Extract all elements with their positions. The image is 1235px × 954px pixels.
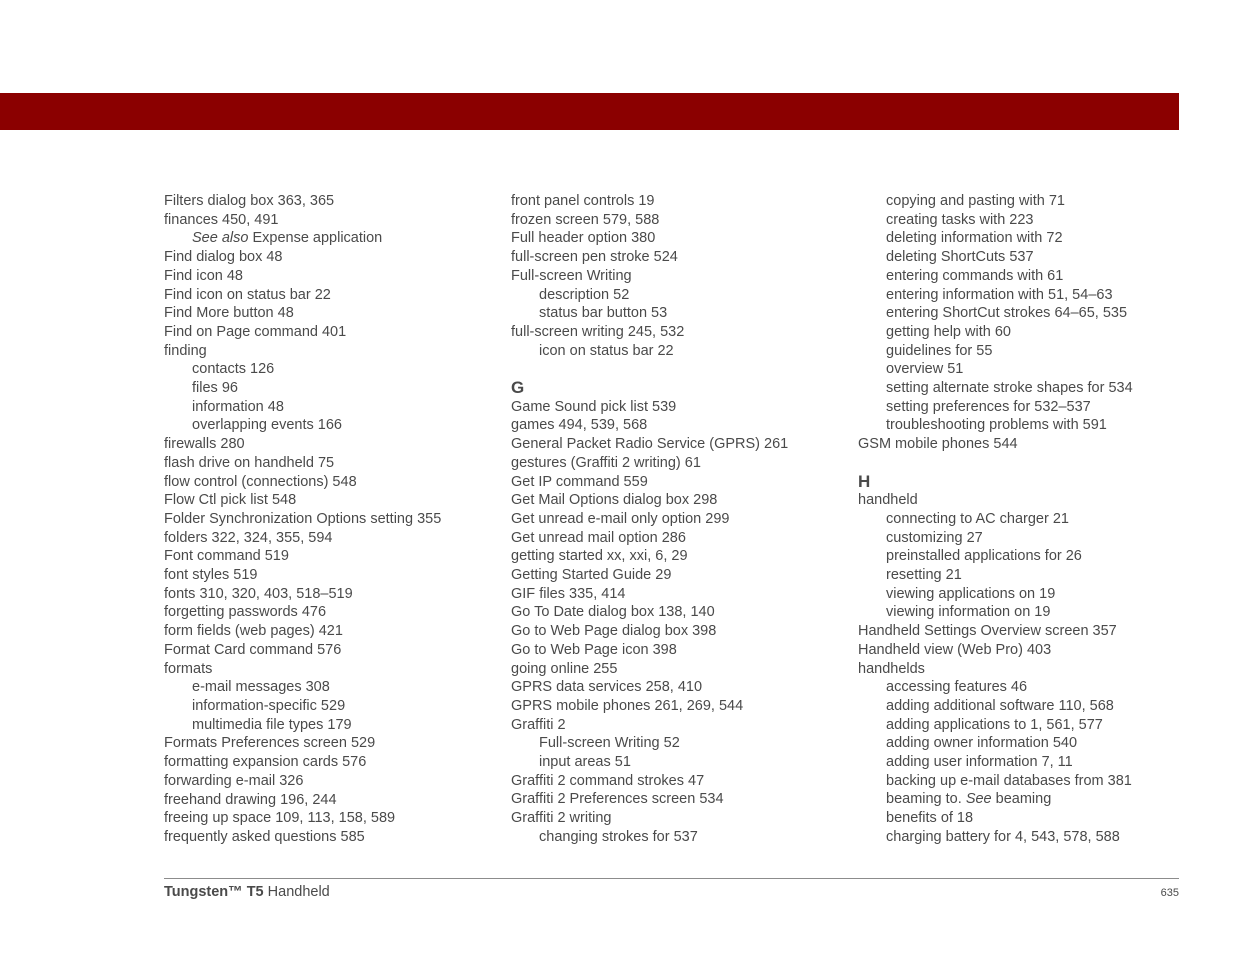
index-subentry: entering commands with 61 <box>886 267 1064 284</box>
index-subentry: e-mail messages 308 <box>192 679 330 696</box>
index-entry: Graffiti 2 Preferences screen 534 <box>511 791 724 808</box>
index-entry: Go To Date dialog box 138, 140 <box>511 604 715 621</box>
index-subentry: adding applications to 1, 561, 577 <box>886 716 1103 733</box>
index-subentry: viewing information on 19 <box>886 604 1051 621</box>
index-entry: Handheld Settings Overview screen 357 <box>858 623 1117 640</box>
index-entry: full-screen writing 245, 532 <box>511 323 685 340</box>
index-subentry: deleting ShortCuts 537 <box>886 249 1034 266</box>
index-column-1 <box>164 192 504 847</box>
index-entry: Game Sound pick list 539 <box>511 398 677 415</box>
index-entry: Flow Ctl pick list 548 <box>164 492 297 509</box>
index-subentry: setting preferences for 532–537 <box>886 398 1091 415</box>
index-subentry: icon on status bar 22 <box>539 342 674 359</box>
index-entry: font styles 519 <box>164 567 258 584</box>
index-entry: Handheld view (Web Pro) 403 <box>858 641 1052 658</box>
index-entry: Go to Web Page dialog box 398 <box>511 623 717 640</box>
index-subentry: adding additional software 110, 568 <box>886 697 1114 714</box>
index-entry: Graffiti 2 <box>511 716 566 733</box>
index-entry: GSM mobile phones 544 <box>858 436 1018 453</box>
footer-product-title <box>164 884 330 900</box>
index-subentry: Full-screen Writing 52 <box>539 735 680 752</box>
index-entry: Find More button 48 <box>164 305 294 322</box>
index-subentry: entering information with 51, 54–63 <box>886 286 1113 303</box>
index-subentry: charging battery for 4, 543, 578, 588 <box>886 828 1120 845</box>
index-subentry: changing strokes for 537 <box>539 828 698 845</box>
index-letter-heading: H <box>858 471 871 491</box>
index-entry: Find icon on status bar 22 <box>164 286 331 303</box>
index-entry: Get Mail Options dialog box 298 <box>511 492 718 509</box>
index-entry: handheld <box>858 492 918 509</box>
index-entry: finding <box>164 342 207 359</box>
index-subentry: description 52 <box>539 286 630 303</box>
index-subentry: preinstalled applications for 26 <box>886 548 1082 565</box>
index-subentry: multimedia file types 179 <box>192 716 352 733</box>
footer-product-rest: Handheld <box>263 884 330 900</box>
index-subentry: input areas 51 <box>539 754 631 771</box>
index-entry: Find icon 48 <box>164 267 243 284</box>
index-subentry: information-specific 529 <box>192 697 346 714</box>
page-number: 635 <box>1160 887 1179 899</box>
index-column-3 <box>858 192 1179 847</box>
index-subentry: backing up e-mail databases from 381 <box>886 772 1132 789</box>
index-subentry: contacts 126 <box>192 361 275 378</box>
index-subentry: deleting information with 72 <box>886 230 1063 247</box>
index-entry: form fields (web pages) 421 <box>164 623 343 640</box>
index-entry: Find on Page command 401 <box>164 323 347 340</box>
index-entry: Get unread e-mail only option 299 <box>511 510 730 527</box>
index-subentry: accessing features 46 <box>886 679 1028 696</box>
index-entry: getting started xx, xxi, 6, 29 <box>511 548 688 565</box>
see-reference: See <box>965 791 992 808</box>
index-subentry: information 48 <box>192 398 284 415</box>
header-banner <box>0 93 1179 130</box>
index-subentry: benefits of 18 <box>886 810 974 827</box>
index-entry: formats <box>164 660 213 677</box>
index-entry: Format Card command 576 <box>164 641 342 658</box>
index-entry: GPRS mobile phones 261, 269, 544 <box>511 697 744 714</box>
index-subentry: connecting to AC charger 21 <box>886 510 1069 527</box>
index-entry: firewalls 280 <box>164 436 245 453</box>
index-entry: Filters dialog box 363, 365 <box>164 193 335 209</box>
index-subentry: overview 51 <box>886 361 964 378</box>
index-subentry: adding owner information 540 <box>886 735 1078 752</box>
index-entry: Graffiti 2 command strokes 47 <box>511 772 705 789</box>
index-entry: fonts 310, 320, 403, 518–519 <box>164 585 353 602</box>
index-subentry: viewing applications on 19 <box>886 585 1056 602</box>
index-entry: full-screen pen stroke 524 <box>511 249 678 266</box>
index-entry: GIF files 335, 414 <box>511 585 626 602</box>
index-entry: Full header option 380 <box>511 230 656 247</box>
footer-product-bold: Tungsten™ T5 <box>164 884 264 900</box>
index-subentry: setting alternate stroke shapes for 534 <box>886 380 1133 397</box>
index-entry: Font command 519 <box>164 548 289 565</box>
index-subentry: adding user information 7, 11 <box>886 754 1073 771</box>
index-subentry: copying and pasting with 71 <box>886 193 1065 209</box>
index-entry: GPRS data services 258, 410 <box>511 679 703 696</box>
index-entry: frozen screen 579, 588 <box>511 211 660 228</box>
index-entry: handhelds <box>858 660 925 677</box>
index-subentry: overlapping events 166 <box>192 417 342 434</box>
index-subentry: entering ShortCut strokes 64–65, 535 <box>886 305 1128 322</box>
see-reference: See also <box>192 230 249 247</box>
index-subentry: beaming to. See beaming <box>886 791 1052 808</box>
index-entry: Get IP command 559 <box>511 473 648 490</box>
index-subentry: guidelines for 55 <box>886 342 993 359</box>
index-entry: General Packet Radio Service (GPRS) 261 <box>511 436 789 453</box>
index-entry: Formats Preferences screen 529 <box>164 735 376 752</box>
footer-rule <box>164 878 1179 879</box>
index-entry: gestures (Graffiti 2 writing) 61 <box>511 454 701 471</box>
index-entry: folders 322, 324, 355, 594 <box>164 529 333 546</box>
index-entry: Get unread mail option 286 <box>511 529 686 546</box>
index-entry: going online 255 <box>511 660 618 677</box>
index-subentry: getting help with 60 <box>886 323 1011 340</box>
index-column-2 <box>511 192 851 847</box>
index-entry: games 494, 539, 568 <box>511 417 648 434</box>
index-entry: freeing up space 109, 113, 158, 589 <box>164 810 396 827</box>
index-entry: Full-screen Writing <box>511 267 632 284</box>
index-subentry: See also Expense application <box>192 230 383 247</box>
index-entry: freehand drawing 196, 244 <box>164 791 337 808</box>
index-entry: finances 450, 491 <box>164 211 279 228</box>
index-entry: flow control (connections) 548 <box>164 473 357 490</box>
index-entry: Graffiti 2 writing <box>511 810 612 827</box>
index-entry: frequently asked questions 585 <box>164 828 365 845</box>
index-entry: Go to Web Page icon 398 <box>511 641 677 658</box>
index-entry: forgetting passwords 476 <box>164 604 327 621</box>
index-subentry: files 96 <box>192 380 238 397</box>
index-subentry: status bar button 53 <box>539 305 668 322</box>
index-letter-heading: G <box>511 378 525 398</box>
index-entry: formatting expansion cards 576 <box>164 754 367 771</box>
index-entry: Find dialog box 48 <box>164 249 283 266</box>
index-subentry: creating tasks with 223 <box>886 211 1034 228</box>
index-entry: Folder Synchronization Options setting 355 <box>164 510 442 527</box>
index-entry: Getting Started Guide 29 <box>511 567 672 584</box>
index-entry: forwarding e-mail 326 <box>164 772 304 789</box>
index-subentry: customizing 27 <box>886 529 983 546</box>
index-subentry: resetting 21 <box>886 567 962 584</box>
index-entry: flash drive on handheld 75 <box>164 454 335 471</box>
index-entry: front panel controls 19 <box>511 193 655 209</box>
index-subentry: troubleshooting problems with 591 <box>886 417 1107 434</box>
